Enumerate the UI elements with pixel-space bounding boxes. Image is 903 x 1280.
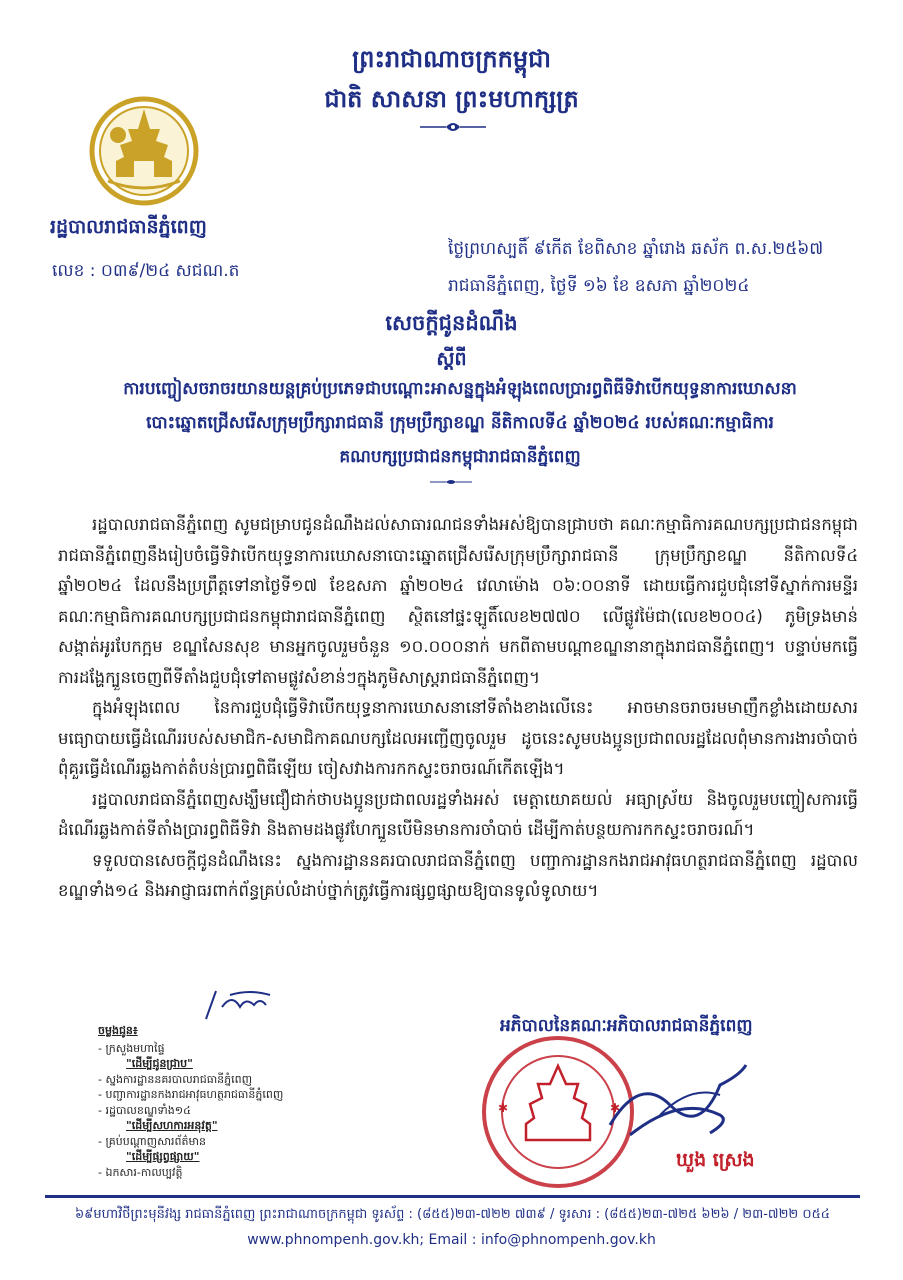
cc-item: - ស្នងការដ្ឋាននគរបាលរាជធានីភ្នំពេញ bbox=[98, 1072, 253, 1086]
cc-purpose: "ដើម្បីសហការអនុវត្ត" bbox=[126, 1119, 218, 1132]
city-emblem-icon bbox=[88, 95, 200, 207]
notice-subject: ការបញ្ចៀសចរាចរយានយន្តគ្រប់ប្រភេទជាបណ្តោះអាសន្នក្នុងអំឡុងពេលប្រារព្ធពិធីទិវាបើកយុទ្ធនាការឃោសនាបោះឆ្នោតជ្រើសរើសក្រុមប្រឹក្សារាជធានី ក្រុមប្រឹក្សាខណ្ឌ នីតិកាលទី៤ ឆ្នាំ២០២៤ របស់គណៈកម្មាធិការគណបក្សប្រជាជនកម្ពុជារាជធានីភ្នំពេញ bbox=[123, 379, 797, 467]
governor-signature-icon bbox=[600, 1055, 750, 1145]
reference-number: លេខ : ០៣៩/២៤ សជណ.ត bbox=[52, 261, 240, 281]
notice-about: ស្តីពី bbox=[436, 348, 467, 370]
signatory-name: ឃួង ស្រេង bbox=[676, 1149, 755, 1171]
carbon-copy-list bbox=[98, 1023, 283, 1180]
footer-contact: www.phnompenh.gov.kh; Email : info@phnompenh.gov.kh bbox=[247, 1232, 656, 1248]
svg-text:✱: ✱ bbox=[610, 1101, 621, 1115]
solar-date: រាជធានីភ្នំពេញ, ថ្ងៃទី ១៦ ខែ ឧសភា ឆ្នាំ២០២៤ bbox=[448, 276, 750, 296]
cc-item: - រដ្ឋបាលខណ្ឌទាំង១៤ bbox=[98, 1103, 191, 1117]
cc-purpose: "ដើម្បីជូនជ្រាប" bbox=[126, 1057, 193, 1070]
cc-item: - ក្រសួងមហាផ្ទៃ bbox=[98, 1041, 165, 1055]
national-motto: ជាតិ សាសនា ព្រះមហាក្សត្រ bbox=[324, 85, 579, 113]
initial-signature-icon bbox=[200, 985, 290, 1025]
body-paragraph-1: រដ្ឋបាលរាជធានីភ្នំពេញ សូមជម្រាបជូនដំណឹងដល់សាធារណជនទាំងអស់ឱ្យបានជ្រាបថា គណៈកម្មាធិការគណបក្សប្រជាជនកម្ពុជារាជធានីភ្នំពេញនឹងរៀបចំធ្វើទិវាបើកយុទ្ធនាការឃោសនាបោះឆ្នោតជ្រើសរើសក្រុមប្រឹក្សារាជធានី ក្រុមប្រឹក្សាខណ្ឌ នីតិកាលទី៤ ឆ្នាំ២០២៤ ដែលនឹងប្រព្រឹត្តទៅនាថ្ងៃទី១៧ ខែឧសភា ឆ្នាំ២០២៤ វេលាម៉ោង ០៦:០០នាទី ដោយធ្វើការជួបជុំនៅទីស្នាក់ការមន្ទីរគណៈកម្មាធិការគណបក្សប្រជាជនកម្ពុជារាជធានីភ្នំពេញ ស្ថិតនៅផ្ទះឡូតិ៍លេខ២៧៧០ លើផ្លូវម៉ៃជា(លេខ២០០៤) ភូមិទ្រងមាន់ សង្កាត់អូរបែកក្អម ខណ្ឌសែនសុខ មានអ្នកចូលរួមចំនួន ១០.០០០នាក់ មកពីតាមបណ្តាខណ្ឌនានាក្នុងរាជធានីភ្នំពេញ។ បន្ទាប់មកធ្វើការដង្ហែក្បួនចេញពីទីតាំងជួបជុំទៅតាមផ្លូវសំខាន់ៗក្នុងភូមិសាស្ត្ររាជធានីភ្នំពេញ។ bbox=[58, 515, 858, 687]
organization-name: រដ្ឋបាលរាជធានីភ្នំពេញ bbox=[50, 216, 207, 238]
body-paragraph-2: ក្នុងអំឡុងពេល នៃការជួបជុំធ្វើទិវាបើកយុទ្ធនាការឃោសនានៅទីតាំងខាងលើនេះ អាចមានចរាចរមមាញឹកខ្លាំងដោយសារមធ្យោបាយធ្វើដំណើររបស់សមាជិក-សមាជិកាគណបក្សដែលអញ្ជើញចូលរួម ដូចនេះសូមបងប្អូនប្រជាពលរដ្ឋដែលពុំមានការងារចាំបាច់ ពុំគួរធ្វើដំណើរឆ្លងកាត់តំបន់ប្រារព្ធពិធីឡើយ ចៀសវាងការកកស្ទះចរាចរណ៍កើតឡើង។ bbox=[58, 698, 858, 778]
lunar-date: ថ្ងៃព្រហស្បតិ៍ ៩កើត ខែពិសាខ ឆ្នាំរោង ឆស័ក ព.ស.២៥៦៧ bbox=[448, 239, 824, 259]
footer-address: ៦៩មហាវិថីព្រះមុនីវង្ស រាជធានីភ្នំពេញ ព្រះរាជាណាចក្រកម្ពុជា ទូរស័ព្ទ : (៨៥៥)២៣-៧២២ ៧៣៩ / ទូរសារ : (៨៥៥)២៣-៧២៥ ៦២៦ / ២៣-៧២២ ០៥៤ bbox=[74, 1207, 831, 1222]
cc-purpose: "ដើម្បីផ្សព្វផ្សាយ" bbox=[126, 1150, 200, 1163]
body-paragraph-3: រដ្ឋបាលរាជធានីភ្នំពេញសង្ឃឹមជឿជាក់ថាបងប្អូនប្រជាពលរដ្ឋទាំងអស់ មេត្តាយោគយល់ អធ្យាស្រ័យ និងចូលរួមបញ្ចៀសការធ្វើដំណើរឆ្លងកាត់ទីតាំងប្រារព្ធពិធីទិវា និងតាមដងផ្លូវហែក្បួនបើមិនមានការចាំបាច់ ដើម្បីកាត់បន្ថយការកកស្ទះចរាចរណ៍។ bbox=[58, 789, 858, 839]
footer-divider bbox=[45, 1195, 860, 1198]
cc-item: - បញ្ជាការដ្ឋានកងរាជអាវុធហត្ថរាជធានីភ្នំពេញ bbox=[98, 1088, 284, 1101]
small-divider-icon bbox=[428, 478, 474, 486]
ornament-divider-icon bbox=[418, 120, 488, 134]
svg-text:✱: ✱ bbox=[498, 1101, 509, 1115]
signatory-title: អភិបាលនៃគណៈអភិបាលរាជធានីភ្នំពេញ bbox=[500, 1016, 753, 1036]
notice-body bbox=[58, 510, 858, 907]
cc-title: ចម្លងជូន៖ bbox=[98, 1024, 138, 1037]
body-paragraph-4: ទទួលបានសេចក្តីជូនដំណឹងនេះ ស្នងការដ្ឋាននគរបាលរាជធានីភ្នំពេញ បញ្ជាការដ្ឋានកងរាជអាវុធហត្ថរាជធានីភ្នំពេញ រដ្ឋបាលខណ្ឌទាំង១៤ និងអាជ្ញាធរពាក់ព័ន្ធគ្រប់លំដាប់ថ្នាក់ត្រូវធ្វើការផ្សព្វផ្សាយឱ្យបានទូលំទូលាយ។ bbox=[58, 850, 858, 900]
notice-title: សេចក្តីជូនដំណឹង bbox=[385, 311, 518, 335]
cc-item: - គ្រប់បណ្តាញសារព័ត៌មាន bbox=[98, 1134, 206, 1148]
kingdom-title: ព្រះរាជាណាចក្រកម្ពុជា bbox=[352, 45, 551, 73]
cc-item: - ឯកសារ-កាលប្បវត្តិ bbox=[98, 1165, 183, 1179]
